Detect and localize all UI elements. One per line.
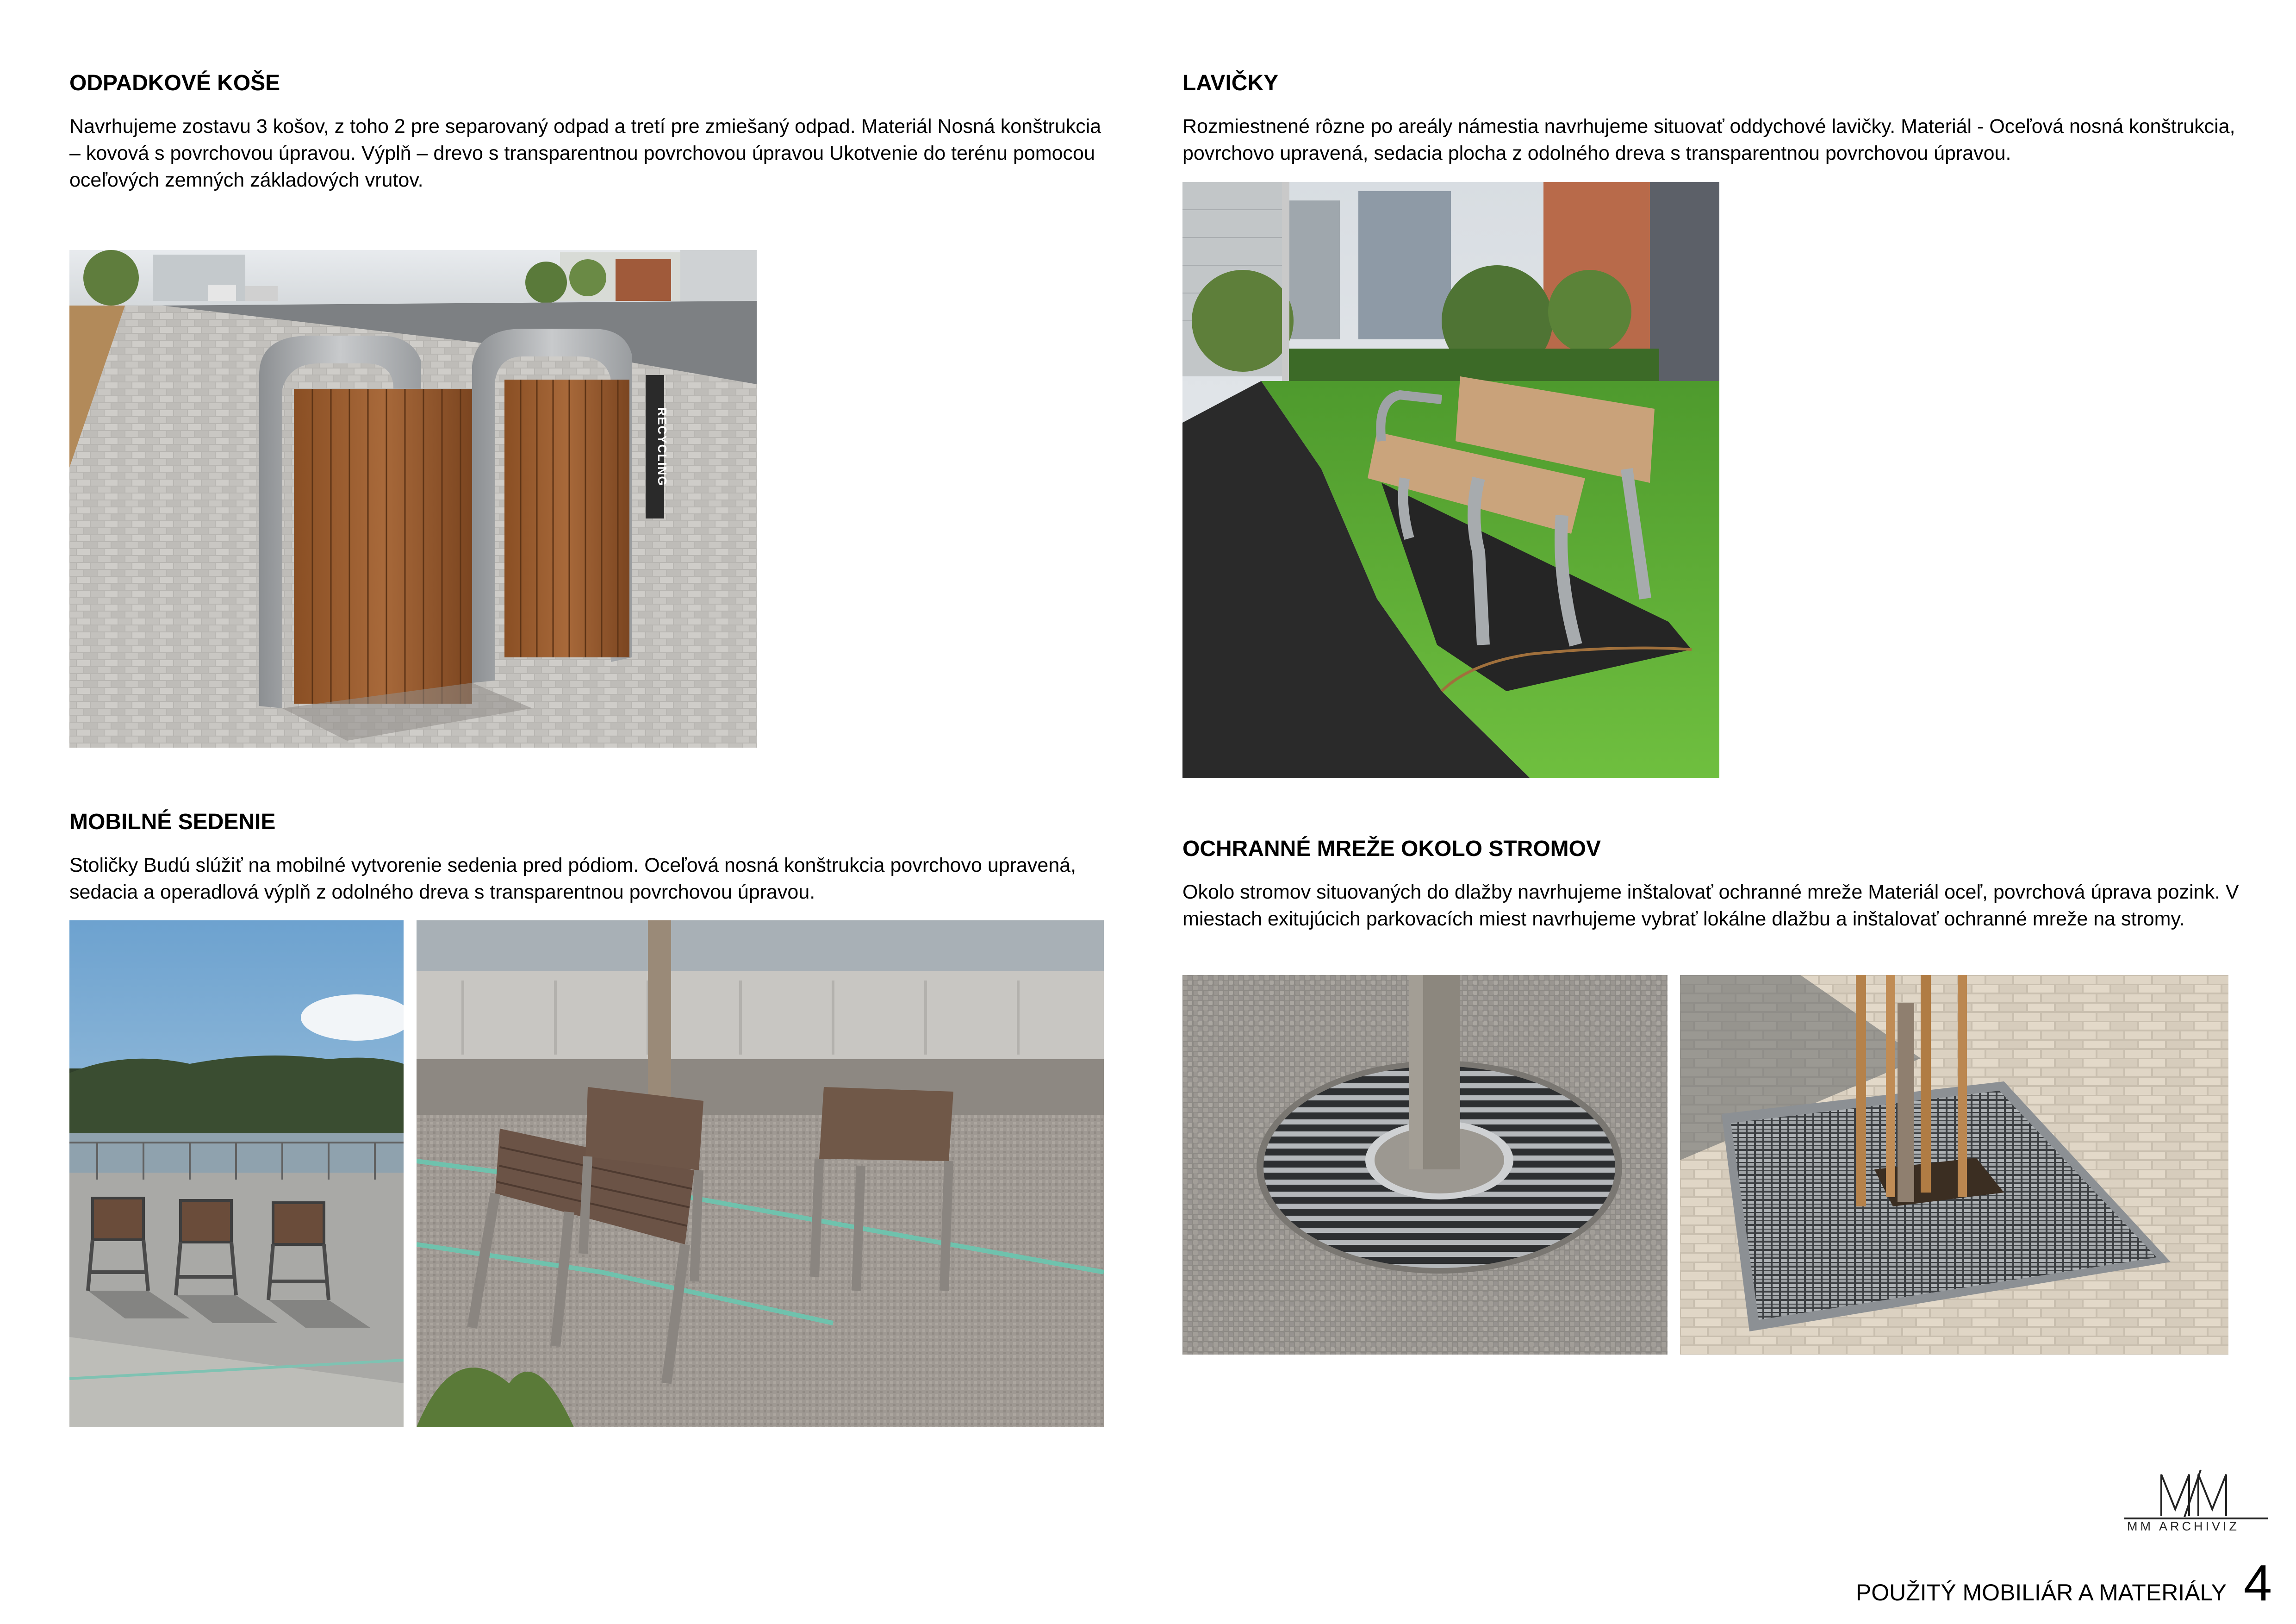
tree-grates-description: Okolo stromov situovaných do dlažby navrhujeme inštalovať ochranné mreže Materiál oceľ, povrchová úprava pozink. V miestach exitujúcich parkovacích miest navrhujeme vybrať lokálne dlažbu a inštalovať ochranné mreže na stromy. <box>1182 881 2239 930</box>
benches-heading: LAVIČKY <box>1182 71 1279 95</box>
page-footer-title: POUŽITÝ MOBILIÁR A MATERIÁLY <box>1855 1580 2227 1605</box>
tree-grates-photo-1 <box>1182 975 1668 1355</box>
benches-description: Rozmiestnené rôzne po areály námestia navrhujeme situovať oddychové lavičky. Materiál - Oceľová nosná konštrukcia, povrchovo upravená, sedacia plocha z odolného dreva s transparentnou povrchovou úpravou. <box>1182 115 2235 164</box>
mobile-seating-description: Stoličky Budú slúžiť na mobilné vytvorenie sedenia pred pódiom. Oceľová nosná konštrukcia povrchovo upravená, sedacia a operadlová výplň z odolného dreva s transparentnou povrchovou úpravou. <box>69 854 1076 903</box>
recycling-label: RECYCLING <box>655 407 669 487</box>
logo-text: MM ARCHIVIZ <box>2127 1519 2240 1533</box>
mobile-seating-photo-1 <box>69 920 404 1427</box>
page-number: 4 <box>2243 1555 2272 1612</box>
mobile-seating-heading: MOBILNÉ SEDENIE <box>69 810 276 834</box>
tree-grates-photo-2 <box>1680 975 2228 1355</box>
mobile-seating-photo-2 <box>417 920 1104 1427</box>
tree-grates-heading: OCHRANNÉ MREŽE OKOLO STROMOV <box>1182 837 1601 861</box>
bins-heading: ODPADKOVÉ KOŠE <box>69 71 280 95</box>
benches-photo <box>1182 182 1719 778</box>
bins-description: Navrhujeme zostavu 3 košov, z toho 2 pre separovaný odpad a tretí pre zmiešaný odpad. Materiál Nosná konštrukcia – kovová s povrchovou úpravou. Výplň – drevo s transparentnou povrchovou úpravou Ukotvenie do terénu pomocou oceľových zemných základových vrutov. <box>69 115 1101 191</box>
bins-photo <box>69 250 757 748</box>
